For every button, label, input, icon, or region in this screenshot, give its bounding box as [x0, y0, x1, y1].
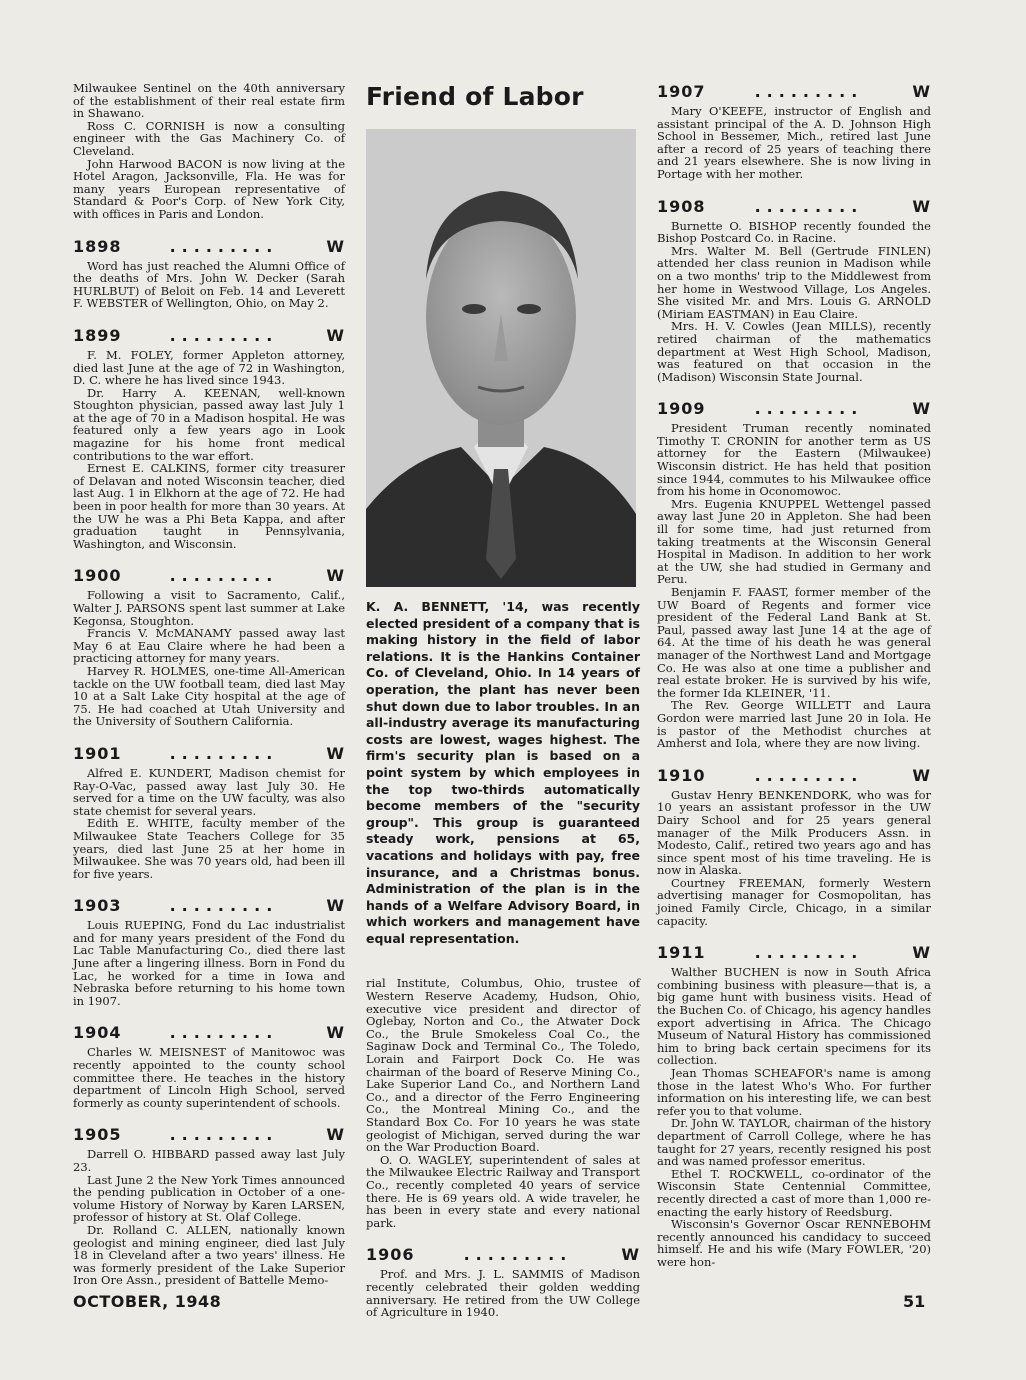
- class-year: 1905: [73, 1125, 122, 1145]
- class-letter: W: [912, 82, 931, 101]
- class-year: 1903: [73, 896, 122, 916]
- news-paragraph: Edith E. WHITE, faculty member of the Milwaukee State Teachers College for 35 years, died last June 25 at her home in Milwaukee. She was 70 years old, had been ill for five years.: [73, 816, 345, 881]
- news-paragraph: The Rev. George WILLETT and Laura Gordon were married last June 20 in Iola. He is pastor of the Methodist churches at Amherst and Iola, where they are now living.: [657, 698, 931, 751]
- class-year-heading: [657, 766, 931, 785]
- leader-dots: .........: [754, 765, 864, 785]
- news-paragraph: Wisconsin's Governor Oscar RENNEBOHM recently announced his candidacy to succeed himself. He and his wife (Mary FOWLER, '20) were hon-: [657, 1217, 931, 1269]
- news-paragraph: Jean Thomas SCHEAFOR's name is among those in the latest Who's Who. For further information on his interesting life, we can best refer you to that volume.: [657, 1066, 931, 1118]
- intro-paragraph: John Harwood BACON is now living at the Hotel Aragon, Jacksonville, Fla. He was for many years European representative of Standard & Poor's Corp. of New York City, with offices in Paris and London.: [73, 156, 345, 221]
- news-paragraph: Louis RUEPING, Fond du Lac industrialist and for many years president of the Fond du Lac Table Manufacturing Co., died there last June after a lingering illness. Born in Fond du Lac, he worked for a time in Iowa and Nebraska before returning to his home town in 1907.: [73, 918, 345, 1008]
- news-paragraph: President Truman recently nominated Timothy T. CRONIN for another term as US attorney for the Eastern (Milwaukee) Wisconsin district. He has held that position since 1944, commutes to his Milwaukee office from his home in Oconomowoc.: [657, 421, 931, 499]
- news-paragraph: Following a visit to Sacramento, Calif., Walter J. PARSONS spent last summer at Lake Kegonsa, Stoughton.: [73, 588, 345, 628]
- class-letter: W: [326, 743, 345, 763]
- news-paragraph: Dr. John W. TAYLOR, chairman of the history department of Carroll College, where he has taught for 27 years, recently resigned his post and was named professor emeritus.: [657, 1116, 931, 1169]
- class-year: 1911: [657, 943, 706, 963]
- leader-dots: .........: [754, 196, 864, 216]
- class-year-heading: [657, 943, 931, 962]
- class-year-heading: [73, 1023, 345, 1042]
- class-section-1911: [657, 943, 931, 1268]
- class-letter: W: [326, 1125, 345, 1145]
- class-section-1906: [366, 1245, 640, 1318]
- news-paragraph: Francis V. McMANAMY passed away last May 6 at Eau Claire where he had been a practicing attorney for many years.: [73, 626, 345, 666]
- class-year: 1900: [73, 566, 122, 586]
- news-paragraph: Dr. Rolland C. ALLEN, nationally known geologist and mining engineer, died last July 18 in Cleveland after a two years' illness. He was formerly president of the Lake Superior Iron Ore Assn., president of Battelle Memo-: [73, 1222, 345, 1288]
- news-paragraph: Mrs. H. V. Cowles (Jean MILLS), recently retired chairman of the mathematics department at West High School, Madison, was featured on that occasion in the (Madison) Wisconsin State Journal.: [657, 319, 931, 384]
- leader-dots: .........: [754, 399, 864, 419]
- class-year-heading: [73, 326, 345, 345]
- left-column: [73, 82, 345, 1287]
- news-paragraph: Courtney FREEMAN, formerly Western advertising manager for Cosmopolitan, has joined Family Circle, Chicago, in a similar capacity.: [657, 875, 931, 928]
- news-paragraph: Burnette O. BISHOP recently founded the Bishop Postcard Co. in Racine.: [657, 218, 931, 246]
- leader-dots: .........: [169, 1023, 279, 1043]
- continued-paragraph: O. O. WAGLEY, superintendent of sales at the Milwaukee Electric Railway and Transport Co., recently completed 40 years of service there. He is 69 years old. A wide traveler, he has been in every state and every national park.: [366, 1152, 640, 1230]
- news-paragraph: Mrs. Eugenia KNUPPEL Wettengel passed away last June 20 in Appleton. She had been ill for some time, had just returned from taking treatments at the Wisconsin General Hospital in Madison. In addition to her work at the UW, she had studied in Germany and Peru.: [657, 496, 931, 587]
- news-paragraph: Charles W. MEISNEST of Manitowoc was recently appointed to the county school committee there. He teaches in the history department of Lincoln High School, served formerly as county superintendent of schools.: [73, 1045, 345, 1110]
- leader-dots: .........: [169, 236, 279, 256]
- news-paragraph: Darrell O. HIBBARD passed away last July 23.: [73, 1147, 345, 1174]
- class-section-1903: [73, 896, 345, 1007]
- class-letter: W: [912, 399, 931, 419]
- class-section-1901: [73, 744, 345, 880]
- class-year-heading: [73, 1125, 345, 1144]
- class-year: 1909: [657, 399, 706, 419]
- class-section-1899: [73, 326, 345, 551]
- right-column: [657, 82, 931, 1269]
- photo-caption: K. A. BENNETT, '14, was recently elected president of a company that is making history in the field of labor relations. It is the Hankins Container Co. of Cleveland, Ohio. In 14 years of operation, the plant has never been shut down due to labor troubles. In an all-industry average its manufacturing costs are lowest, wages highest. The firm's security plan is based on a point system by which employees in the top two-thirds automatically become members of the "security group". This group is guaranteed steady work, pensions at 65, vacations and holidays with pay, free insurance, and a Christmas bonus. Administration of the plan is in the hands of a Welfare Advisory Board, in which workers and management have equal representation.: [366, 599, 640, 946]
- leader-dots: .........: [754, 82, 864, 101]
- news-paragraph: Mrs. Walter M. Bell (Gertrude FINLEN) attended her class reunion in Madison while on a two months' trip to the Middlewest from her home in Westwood Village, Los Angeles. She visited Mr. and Mrs. Louis G. ARNOLD (Miriam EASTMAN) in Eau Claire.: [657, 243, 931, 321]
- class-year-heading: [73, 566, 345, 585]
- class-year-heading: [73, 237, 345, 256]
- class-section-1900: [73, 566, 345, 728]
- class-year: 1908: [657, 196, 706, 216]
- portrait-illustration: [366, 129, 636, 587]
- class-year-heading: [73, 744, 345, 763]
- leader-dots: .........: [463, 1245, 573, 1265]
- class-letter: W: [912, 196, 931, 216]
- class-year: 1906: [366, 1245, 415, 1265]
- leader-dots: .........: [169, 325, 279, 345]
- class-section-1908: [657, 197, 931, 384]
- class-section-1905: [73, 1125, 345, 1287]
- class-letter: W: [326, 566, 345, 586]
- class-year: 1901: [73, 743, 122, 763]
- leader-dots: .........: [169, 896, 279, 916]
- class-year: 1907: [657, 82, 706, 101]
- news-paragraph: Last June 2 the New York Times announced the pending publication in October of a one-volume History of Norway by Karen LARSEN, professor of history at St. Olaf College.: [73, 1172, 345, 1225]
- class-year-heading: [657, 399, 931, 418]
- class-letter: W: [326, 896, 345, 916]
- class-year: 1899: [73, 325, 122, 345]
- class-section-1907: [657, 82, 931, 181]
- class-section-1898: [73, 237, 345, 310]
- news-paragraph: Dr. Harry A. KEENAN, well-known Stoughton physician, passed away last July 1 at the age of 70 in a Madison hospital. He was featured only a few years ago in Look magazine for his home front medical contributions to the war effort.: [73, 385, 345, 463]
- class-year-heading: [366, 1245, 640, 1264]
- class-year-heading: [73, 896, 345, 915]
- intro-paragraph: Milwaukee Sentinel on the 40th anniversary of the establishment of their real estate firm in Shawano.: [73, 81, 345, 121]
- news-paragraph: Prof. and Mrs. J. L. SAMMIS of Madison recently celebrated their golden wedding anniversary. He retired from the UW College of Agriculture in 1940.: [366, 1267, 640, 1320]
- class-year-heading: [657, 82, 931, 101]
- class-letter: W: [621, 1245, 640, 1265]
- news-paragraph: Gustav Henry BENKENDORK, who was for 10 years an assistant professor in the UW Dairy School and for 25 years general manager of the Milk Producers Assn. in Modesto, Calif., retired two years ago and has since spent most of his time traveling. He is now in Alaska.: [657, 787, 931, 878]
- news-paragraph: Word has just reached the Alumni Office of the deaths of Mrs. John W. Decker (Sarah HURLBUT) of Beloit on Feb. 14 and Leverett F. WEBSTER of Wellington, Ohio, on May 2.: [73, 258, 345, 311]
- news-paragraph: Ernest E. CALKINS, former city treasurer of Delavan and noted Wisconsin teacher, died last Aug. 1 in Elkhorn at the age of 72. He had been in poor health for more than 30 years. At the UW he was a Phi Beta Kappa, and after graduation taught in Pennsylvania, Washington, and Wisconsin.: [73, 461, 345, 551]
- leader-dots: .........: [169, 1125, 279, 1145]
- class-year: 1898: [73, 236, 122, 256]
- continued-paragraph: rial Institute, Columbus, Ohio, trustee of Western Reserve Academy, Hudson, Ohio, executive vice president and director of Oglebay, Norton and Co., the Atwater Dock Co., the Brule Smokeless Coal Co., the Saginaw Dock and Terminal Co., The Toledo, Lorain and Fairport Dock Co. He was chairman of the board of Reserve Mining Co., Lake Superior Land Co., and Northern Land Co., and a director of the Ferro Engineering Co., the Montreal Mining Co., and the Standard Box Co. For 10 years he was state geologist of Michigan, served during the war on the War Production Board.: [366, 976, 640, 1155]
- news-paragraph: Harvey R. HOLMES, one-time All-American tackle on the UW football team, died last May 10 at a Salt Lake City hospital at the age of 75. He had coached at Utah University and the University of Southern California.: [73, 663, 345, 729]
- news-paragraph: Alfred E. KUNDERT, Madison chemist for Ray-O-Vac, passed away last July 30. He served for a time on the UW faculty, was also state chemist for several years.: [73, 765, 345, 818]
- issue-date: OCTOBER, 1948: [73, 1292, 222, 1311]
- portrait-photo: [366, 129, 636, 587]
- leader-dots: .........: [169, 743, 279, 763]
- class-year: 1910: [657, 765, 706, 785]
- class-year-heading: [657, 197, 931, 216]
- class-letter: W: [912, 943, 931, 963]
- leader-dots: .........: [754, 943, 864, 963]
- class-section-1909: [657, 399, 931, 749]
- class-section-1904: [73, 1023, 345, 1109]
- class-letter: W: [326, 236, 345, 256]
- news-paragraph: Benjamin F. FAAST, former member of the UW Board of Regents and former vice president of the Federal Land Bank at St. Paul, passed away last June 14 at the age of 64. At the time of his death he was general manager of the Northwest Land and Mortgage Co. He was also at one time a publisher and real estate broker. He is survived by his wife, the former Ida KLEINER, '11.: [657, 585, 931, 700]
- middle-column: [366, 82, 640, 1319]
- class-letter: W: [326, 325, 345, 345]
- class-letter: W: [326, 1023, 345, 1043]
- class-year: 1904: [73, 1023, 122, 1043]
- page-number: 51: [903, 1292, 926, 1311]
- feature-headline: Friend of Labor: [366, 82, 584, 111]
- left-intro: [73, 82, 345, 221]
- class-letter: W: [912, 765, 931, 785]
- class-section-1910: [657, 766, 931, 928]
- news-paragraph: F. M. FOLEY, former Appleton attorney, died last June at the age of 72 in Washington, D. C. where he has lived since 1943.: [73, 347, 345, 388]
- news-paragraph: Mary O'KEEFE, instructor of English and assistant principal of the A. D. Johnson High School in Bessemer, Mich., retired last June after a record of 25 years of teaching there and 21 years elsewhere. She is now living in Portage with her mother.: [657, 104, 931, 181]
- leader-dots: .........: [169, 566, 279, 586]
- news-paragraph: Ethel T. ROCKWELL, co-ordinator of the Wisconsin State Centennial Committee, recently directed a cast of more than 1,000 re-enacting the early history of Reedsburg.: [657, 1166, 931, 1219]
- news-paragraph: Walther BUCHEN is now in South Africa combining business with pleasure—that is, a big game hunt with business visits. Head of the Buchen Co. of Chicago, his agency handles export advertising in Africa. The Chicago Museum of Natural History has commissioned him to bring back certain specimens for its collection.: [657, 965, 931, 1068]
- intro-paragraph: Ross C. CORNISH is now a consulting engineer with the Gas Machinery Co. of Cleveland.: [73, 118, 345, 158]
